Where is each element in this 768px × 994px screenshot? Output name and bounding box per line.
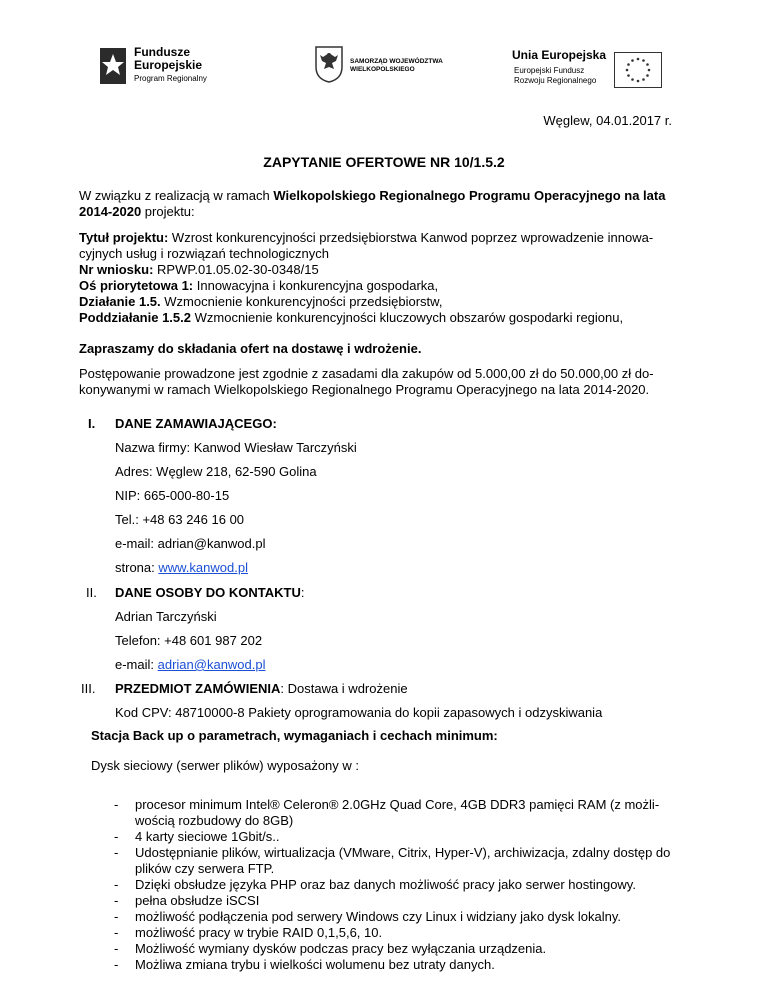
nr-label: Nr wniosku: xyxy=(79,262,154,277)
section2-heading-line xyxy=(115,585,304,601)
list-item: 4 karty sieciowe 1Gbit/s.. xyxy=(135,829,280,844)
ue-line2: Rozwoju Regionalnego xyxy=(514,76,597,85)
company-nip: NIP: 665-000-80-15 xyxy=(115,488,230,503)
fe-line1: Fundusze xyxy=(134,45,190,59)
company-website xyxy=(115,560,248,576)
os-value: Innowacyjna i konkurencyjna gospodarka, xyxy=(193,278,439,293)
list-item: plików czy serwera FTP. xyxy=(135,861,275,876)
bullet-dash: - xyxy=(114,797,119,812)
contact-phone: Telefon: +48 601 987 202 xyxy=(115,633,263,648)
logo-samorzad xyxy=(314,45,464,85)
fe-line2: Europejskie xyxy=(134,58,203,72)
contact-email xyxy=(115,657,266,673)
company-email: e-mail: adrian@kanwod.pl xyxy=(115,536,266,551)
logo-unia-europejska xyxy=(510,48,670,90)
bullet-dash: - xyxy=(114,845,119,860)
intro-text-a: W związku z realizacją w ramach xyxy=(79,188,274,203)
bullet-dash: - xyxy=(114,925,119,940)
procedure-line2: konywanymi w ramach Wielkopolskiego Regionalnego Programu Operacyjnego na lata 2014-2020. xyxy=(79,382,650,397)
ue-title: Unia Europejska xyxy=(512,48,607,62)
ue-line1: Europejski Fundusz xyxy=(514,66,585,75)
intro-line1 xyxy=(79,188,665,204)
list-item: Możliwa zmiana trybu i wielkości wolumenu bez utraty danych. xyxy=(135,957,495,972)
disk-intro: Dysk sieciowy (serwer plików) wyposażony w : xyxy=(91,758,360,773)
dzialanie-label: Działanie 1.5. xyxy=(79,294,161,309)
company-name: Nazwa firmy: Kanwod Wiesław Tarczyński xyxy=(115,440,357,455)
bullet-dash: - xyxy=(114,957,119,972)
list-item: Udostępnianie plików, wirtualizacja (VMware, Citrix, Hyper-V), archiwizacja, zdalny dostęp do xyxy=(135,845,671,860)
procedure-line1: Postępowanie prowadzone jest zgodnie z zasadami dla zakupów od 5.000,00 zł do 50.000,00 zł do- xyxy=(79,366,654,381)
bullet-dash: - xyxy=(114,909,119,924)
eagle-crest-icon xyxy=(314,45,344,83)
intro-line2 xyxy=(79,204,195,220)
list-item: możliwość pracy w trybie RAID 0,1,5,6, 10. xyxy=(135,925,383,940)
section2-colon: : xyxy=(300,585,305,600)
section1-number: I. xyxy=(88,416,96,431)
contact-name: Adrian Tarczyński xyxy=(115,609,217,624)
list-item: pełna obsłudze iSCSI xyxy=(135,893,260,908)
samorzad-line1: SAMORZĄD WOJEWÓDZTWA xyxy=(350,58,443,65)
os-label: Oś priorytetowa 1: xyxy=(79,278,194,293)
project-dzialanie xyxy=(79,294,442,310)
section3-heading: PRZEDMIOT ZAMÓWIENIA xyxy=(115,681,281,696)
project-title-line2: cyjnych usług i rozwiązań technologicznych xyxy=(79,246,330,261)
list-item: możliwość podłączenia pod serwery Windows czy Linux i widziany jako dysk lokalny. xyxy=(135,909,622,924)
logo-fundusze-europejskie xyxy=(96,44,216,90)
project-nr xyxy=(79,262,319,278)
bullet-dash: - xyxy=(114,941,119,956)
project-title-text: Wzrost konkurencyjności przedsiębiorstwa Kanwod poprzez wprowadzenie innowa- xyxy=(168,230,654,245)
fe-star-icon xyxy=(96,44,132,88)
website-link[interactable]: www.kanwod.pl xyxy=(158,560,248,575)
poddzialanie-label: Poddziałanie 1.5.2 xyxy=(79,310,191,325)
list-item: Dzięki obsłudze języka PHP oraz baz danych możliwość pracy jako serwer hostingowy. xyxy=(135,877,636,892)
document-date: Węglew, 04.01.2017 r. xyxy=(543,113,672,128)
section1-heading: DANE ZAMAWIAJĄCEGO: xyxy=(115,416,277,431)
cpv-code: Kod CPV: 48710000-8 Pakiety oprogramowania do kopii zapasowych i odzyskiwania xyxy=(115,705,603,720)
bullet-dash: - xyxy=(114,877,119,892)
samorzad-line2: WIELKOPOLSKIEGO xyxy=(350,66,415,73)
company-address: Adres: Węglew 218, 62-590 Golina xyxy=(115,464,317,479)
intro-program-name: Wielkopolskiego Regionalnego Programu Operacyjnego na lata xyxy=(273,188,666,203)
bullet-dash: - xyxy=(114,829,119,844)
list-item: wością rozbudowy do 8GB) xyxy=(135,813,294,828)
project-poddzialanie xyxy=(79,310,623,326)
section3-number: III. xyxy=(81,681,96,696)
section3-subheading: Stacja Back up o parametrach, wymaganiach i cechach minimum: xyxy=(91,728,498,743)
intro-text-d: projektu: xyxy=(141,204,195,219)
list-item: procesor minimum Intel® Celeron® 2.0GHz Quad Core, 4GB DDR3 pamięci RAM (z możli- xyxy=(135,797,660,812)
contact-email-link[interactable]: adrian@kanwod.pl xyxy=(157,657,266,672)
bullet-dash: - xyxy=(114,893,119,908)
nr-value: RPWP.01.05.02-30-0348/15 xyxy=(153,262,319,277)
project-title-line1 xyxy=(79,230,653,246)
dzialanie-value: Wzmocnienie konkurencyjności przedsiębiorstw, xyxy=(160,294,443,309)
project-os xyxy=(79,278,438,294)
fe-line3: Program Regionalny xyxy=(134,74,207,83)
contact-email-label: e-mail: xyxy=(115,657,158,672)
document-title: ZAPYTANIE OFERTOWE NR 10/1.5.2 xyxy=(263,154,505,170)
company-tel: Tel.: +48 63 246 16 00 xyxy=(115,512,245,527)
section3-heading-rest: : Dostawa i wdrożenie xyxy=(280,681,408,696)
poddzialanie-value: Wzmocnienie konkurencyjności kluczowych obszarów gospodarki regionu, xyxy=(191,310,624,325)
website-label: strona: xyxy=(115,560,159,575)
invite-text: Zapraszamy do składania ofert na dostawę i wdrożenie. xyxy=(79,341,422,356)
section3-heading-line xyxy=(115,681,408,697)
list-item: Możliwość wymiany dysków podczas pracy bez wyłączania urządzenia. xyxy=(135,941,547,956)
intro-years: 2014-2020 xyxy=(79,204,142,219)
eu-flag-icon xyxy=(614,52,662,88)
section2-heading: DANE OSOBY DO KONTAKTU xyxy=(115,585,301,600)
project-title-label: Tytuł projektu: xyxy=(79,230,169,245)
section2-number: II. xyxy=(86,585,97,600)
